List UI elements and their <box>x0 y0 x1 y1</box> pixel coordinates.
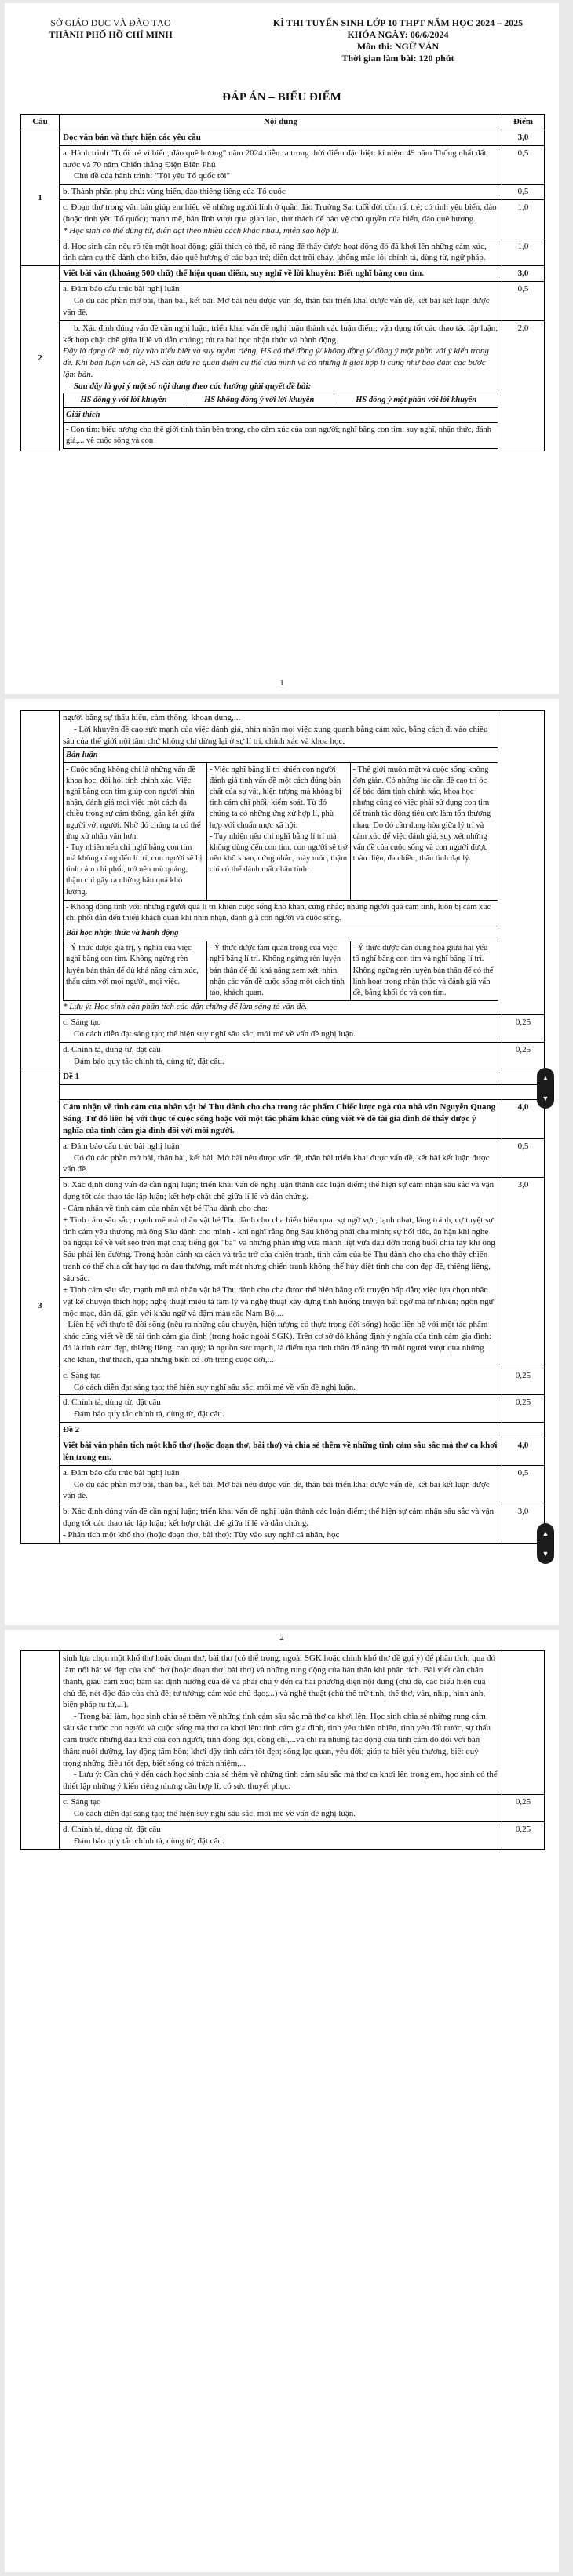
scroll-down-icon[interactable]: ▼ <box>542 1550 549 1558</box>
duration: Thời gian làm bài: 120 phút <box>341 53 454 64</box>
city: THÀNH PHỐ HỒ CHÍ MINH <box>49 29 173 40</box>
de-2-label: Đề 2 <box>60 1423 502 1438</box>
question-2-number: 2 <box>21 266 60 451</box>
question-1-number: 1 <box>21 130 60 265</box>
answer-table-cont-2: sinh lựa chọn một khổ thơ hoặc đoạn thơ, bài thơ (có thể trong, ngoài SGK hoặc chính khổ thơ đề gợi ý) để phân tích; qua đó làm nổi bật vẻ đẹp của khổ thơ (hoặc đoạn thơ, bài thơ) và những rung động của bản thân khi phân tích. Bài viết cần chân thành, giàu cảm xúc; bám sát định hướng của đề và phải chú ý đến cả hai phương diện nội dung (chủ đề, các biểu hiện của chủ đề, nét độc đáo của chủ đề; tư tưởng; cảm xúc chủ đạo;...) và nghệ thuật (chủ thể trữ tình, thể thơ, vần, nhịp, hình ảnh, biện pháp tu từ,...). - Trong bài làm, học sinh chia sẻ thêm về những tình cảm sâu sắc mà thơ ca khơi lên: Học sinh chia sẻ những rung cảm sâu sắc trước con người và cuộc sống mà thơ ca khơi lên: tình cảm gia đình, tình yêu thiên nhiên, tình yêu đất nước, sự thấu cảm trước những đau khổ của con người, tình đồng đội, đồng chí,...và chỉ ra những tác động của tình cảm đó đối với bản thân: nuôi dưỡng, lay động tâm hồn; khơi dậy tình cảm tốt đẹp; sống lạc quan, yêu đời; giúp ta biết yêu thương, biết quý trọng những điều tốt đẹp, biết sống có trách nhiệm,... - Lưu ý: Cần chú ý đến cách học sinh chia sẻ thêm về những tình cảm sâu sắc mà thơ ca khơi lên trong em, học sinh có thể thiết lập những ý kiến riêng nhưng cần hợp lí, có sức thuyết phục. c. Sáng tạo Có cách diễn đạt sáng tạo; thể hiện suy nghĩ sâu sắc, mới mẻ về vấn đề nghị luận. 0,25 d. Chính tả, dùng từ, đặt câu Đảm bảo quy tắc chính tả, dùng từ, đặt câu. 0,25 <box>20 1650 545 1850</box>
page-3 <box>5 1630 559 2572</box>
q1-a: a. Hành trình "Tuổi trẻ vì biển, đảo quê hương" năm 2024 diễn ra trong thời điểm đặc biệt: kỉ niệm 49 năm Thống nhất đất nước và 70 năm Chiến thắng Điện Biên Phủ Chủ đề của hành trình: "Tôi yêu Tổ quốc tôi" <box>60 145 502 185</box>
page-2 <box>5 699 559 1625</box>
q2-c: c. Sáng tạo Có cách diễn đạt sáng tạo; thể hiện suy nghĩ sâu sắc, mới mẻ về vấn đề nghị luận. <box>60 1014 502 1042</box>
col-cau: Câu <box>21 115 60 130</box>
de-1-label: Đề 1 <box>60 1069 502 1085</box>
header <box>5 3 559 64</box>
de-2-heading: Viết bài văn phân tích một khổ thơ (hoặc đoạn thơ, bài thơ) và chia sẻ thêm về những tình cảm sâu sắc mà thơ ca khơi lên trong em. <box>60 1438 502 1465</box>
q2-b: b. Xác định đúng vấn đề cần nghị luận; triển khai vấn đề nghị luận thành các luận điểm; vận dụng tốt các thao tác lập luận; kết hợp chặt chẽ giữa lí lẽ và dẫn chứng; rút ra bài học nhận thức và hành động. Đây là dạng đề mở, tùy vào hiểu biết và suy ngẫm riêng, HS có thể đồng ý/ không đồng ý/ đồng ý một phần với ý kiến trong đề. Khi bàn luận vấn đề, HS cần đưa ra quan điểm cụ thể của mình và có những lí giải hợp lí cũng như bảo đảm các bước lậm bàn. Sau đây là gợi ý một số nội dung theo các hướng giải quyết đề bài: HS đồng ý với lời khuyên HS không đồng ý với lời khuyên HS đồng ý một phần với lời khuyên Giải thích - Con tim: biểu tượng cho thế giới tình thần bên trong, cho cảm xúc của con người; nghĩ bằng con tim: suy nghĩ, nhận thức, đánh giá,... về cuộc sống và con <box>60 320 502 451</box>
page-number: 1 <box>279 678 284 688</box>
q2-a: a. Đảm bảo cấu trúc bài nghị luận Có đủ các phần mở bài, thân bài, kết bài. Mở bài nêu được vấn đề, thân bài triển khai được vấn đề, kết bài kết luận được vấn đề. <box>60 282 502 321</box>
de-1-heading: Cảm nhận về tình cảm của nhân vật bé Thu dành cho cha trong tác phẩm Chiếc lược ngà của nhà văn Nguyễn Quang Sáng. Từ đó liên hệ với thực tế cuộc sống hoặc với một tác phẩm khác cũng viết về đề tài gia đình để thấy được ý nghĩa của tình cảm gia đình đối với mỗi người. <box>60 1100 502 1139</box>
answer-table-cont: người bằng sự thấu hiểu, cảm thông, khoan dung,... - Lời khuyên đề cao sức mạnh của việc đánh giá, nhìn nhận mọi việc xung quanh bằng cảm xúc, bằng cách đi vào chiều sâu của thế giới nội tâm chứ không chỉ dừng lại ở sự lí trí, chính xác và khoa học. Bàn luận - Cuộc sống không chỉ là những vấn đề khoa học, đòi hỏi tính chính xác. Việc nghĩ bằng con tim giúp con người nhìn nhận, đánh giá mọi việc một cách đa chiều trong sự cảm thông, gắn kết giữa người với người. Nhờ đó chúng ta có thể ứng xử nhân văn hơn. - Tuy nhiên nếu chỉ nghĩ bằng con tim mà không dùng đến lí trí, con người sẽ bị tình cảm chi phối, trở nên mù quáng, thậm chí gây ra những hậu quả khó lường. - Việc nghĩ bằng lí trí khiến con người đánh giá tình vấn đề một cách đúng bản chất của sự vật, hiện tượng mà không bị tình cảm chi phối, kiểm soát. Từ đó chúng ta có những ứng xử hợp lí, phù hợp với chuẩn mực xã hội. - Tuy nhiên nếu chỉ nghĩ bằng lí trí mà không dùng đến con tim, con người sẽ trở nên khô khan, cứng nhắc, máy móc, thậm chí có thể đánh mất nhân tính. - Thế giới muôn mặt và cuộc sống không đơn giản. Có những lúc cần đề cao trí óc để bảo đảm tính chính xác, khoa học nhưng cũng có việc phải sử dụng con tim để tránh tác động tiêu cực làm tổn thương nhau. Do đó cần dung hòa giữa lý trí và cảm xúc để việc đánh giá, suy xét những vấn đề của cuộc sống và con người được toàn diện, đa chiều, thấu tình đạt lý. - Không đồng tình với: những người quá lí trí khiến cuộc sống khô khan, cứng nhắc; những người quá cảm tính, luôn bị cảm xúc chi phối dẫn đến thiếu khách quan khi nhìn nhận, đánh giá con người và cuộc sống. Bài học nhận thức và hành động - Ý thức được giá trị, ý nghĩa của việc nghĩ bằng con tim. Không ngừng rèn luyện bản thân để đủ khả năng cảm xúc, thấu cảm với mọi người, mọi việc. - Ý thức được tầm quan trọng của việc nghĩ bằng lí trí. Không ngừng rèn luyện bản thân để đủ khả năng xem xét, nhìn nhận các vấn đề cuộc sống một cách tinh táo, khách quan. - Ý thức được cần dung hòa giữa hai yếu tố nghĩ bằng con tim và nghĩ bằng lí trí. Không ngừng rèn luyện bản thân để có thể linh hoạt trong nhận thức và đánh giá vấn đề, bằng khối óc và con tim. * Lưu ý: Học sinh cần phân tích các dẫn chứng để làm sáng tỏ vấn đề. c. Sáng tạo Có cách diễn đạt sáng tạo; thể hiện suy nghĩ sâu sắc, mới mẻ về vấn đề nghị luận. 0,25 d. Chính tả, dùng từ, đặt câu Đảm bảo quy tắc chính tả, dùng từ, đặt câu. 0,25 3 Đề 1 Cảm nhận về tình cảm của nhân vật bé Thu dành cho cha trong tác phẩm Chiếc lược ngà của nhà văn Nguyễn Quang Sáng. Từ đó liên hệ với thực tế cuộc sống hoặc với một tác phẩm khác cũng viết về đề tài gia đình để thấy được ý nghĩa của tình cảm gia đình đối với mỗi người. 4,0 a. Đảm bảo cấu trúc bài nghị luận Có đủ các phần mở bài, thân bài, kết bài. Mở bài nêu được vấn đề, thân bài triển khai được vấn đề, kết bài kết luận được vấn đề. 0,5 b. Xác định đúng vấn đề cần nghị luận; triển khai vấn đề nghị luận thành các luận điểm; thể hiện sự cảm nhận sâu sắc và vận dụng tốt các thao tác lập luận; kết hợp chặt chẽ giữa lí lẽ và dẫn chứng. - Cảm nhận về tình cảm của nhân vật bé Thu dành cho cha: + Tình cảm sâu sắc, mạnh mẽ mà nhân vật bé Thu dành cho cha biểu hiện qua: sự ngờ vực, lạnh nhạt, lảng tránh, cự tuyệt sự tình cảm yêu thương mà ông Sáu dành cho mình - khi nghĩ rằng ông Sáu không phải cha mình; sự hối tiếc, ân hận khi nghe bà ngoại kể về vết sẹo trên mặt cha; tiếng gọi "ba" và những phản ứng vừa mãnh liệt vừa đau đớn trong buổi chia tay khi ông Sáu phải lên đường. Trong hoàn cảnh xa cách và trắc trở của chiến tranh, tình cảm của bé Thu dành cho cha cho thấy chiến tranh có thể chia cắt hay tạo ra đau thương, mất mát nhưng chiến tranh không thể hủy diệt tình cha con đẹp đẽ, thiêng liêng, sâu sắc. + Tình cảm sâu sắc, mạnh mẽ mà nhân vật bé Thu dành cho cha được thể hiện bằng cốt truyện hấp dẫn; việc lựa chọn nhân vật kể chuyện thích hợp; nghệ thuật miêu tả tâm lý và nghệ thuật xây dựng tình huống truyện bất ngờ mà tự nhiên; ngôn ngữ mộc mạc, dân dã, gần với khẩu ngữ và đậm màu sắc Nam Bộ;... - Liên hệ với thực tế đời sống (nêu ra những câu chuyện, hiện tượng có thực trong đời sống) hoặc liên hệ với một tác phẩm khác cũng viết về đề tài tình cảm gia đình (trong hoặc ngoài SGK). Trên cơ sở đó khẳng định ý nghĩa của tình cảm gia đình: đó là tình cảm đẹp, thiêng liêng, cao quý; là nguồn sức mạnh, là điểm tựa tinh thần để nâng đỡ mỗi người vượt qua những khó khăn, thử thách, qua những biến cố lớn trong cuộc đời,... 3,0 c. Sáng tạo Có cách diễn đạt sáng tạo; thể hiện suy nghĩ sâu sắc, mới mẻ về vấn đề nghị luận. 0,25 d. Chính tả, dùng từ, đặt câu Đảm bảo quy tắc chính tả, dùng từ, đặt câu. 0,25 Đề 2 Viết bài văn phân tích một khổ thơ (hoặc đoạn thơ, bài thơ) và chia sẻ thêm về những tình cảm sâu sắc mà thơ ca khơi lên trong em. 4,0 a. Đảm bảo cấu trúc bài nghị luận Có đủ các phần mở bài, thân bài, kết bài. Mở bài nêu được vấn đề, thân bài triển khai được vấn đề, kết bài kết luận được vấn đề. 0,5 b. Xác định đúng vấn đề cần nghị luận; triển khai vấn đề nghị luận thành các luận điểm; thể hiện sự cảm nhận sâu sắc và vận dụng tốt các thao tác lập luận; kết hợp chặt chẽ giữa lí lẽ và dẫn chứng. - Phân tích một khổ thơ (hoặc đoạn thơ, bài thơ): Tùy vào suy nghĩ cá nhân, học 3,0 <box>20 710 545 1544</box>
header-right <box>268 17 527 64</box>
scroll-controls[interactable] <box>537 1068 554 1109</box>
q1-d: d. Học sinh cần nêu rõ tên một hoạt động; giải thích có thể, rõ ràng để thấy được hoạt động đó đã khơi lên những cảm xúc, tình cảm cụ thể dành cho biển, đảo quê hương ở các bạn trẻ; diễn đạt trôi chảy, không mắc lỗi chính tả, dùng từ, ngữ pháp. <box>60 239 502 266</box>
header-left <box>28 17 193 64</box>
scroll-up-icon[interactable]: ▲ <box>542 1074 549 1082</box>
question-3-number: 3 <box>21 1069 60 1543</box>
q1-b: b. Thành phần phụ chú: vùng biển, đảo thiêng liêng của Tổ quốc <box>60 185 502 200</box>
subject: Môn thi: NGỮ VĂN <box>356 41 440 52</box>
page-number: 2 <box>279 1633 284 1642</box>
page-1 <box>5 3 559 694</box>
department: SỞ GIÁO DỤC VÀ ĐÀO TẠO <box>50 17 171 28</box>
exam-date: KHÓA NGÀY: 06/6/2024 <box>347 29 449 40</box>
q2-d: d. Chính tả, dùng từ, đặt câu Đảm bảo quy tắc chính tả, dùng từ, đặt câu. <box>60 1042 502 1069</box>
scroll-up-icon[interactable]: ▲ <box>542 1529 549 1537</box>
q1-points: 3,0 <box>502 130 545 145</box>
approach-table: HS đồng ý với lời khuyên HS không đồng ý với lời khuyên HS đồng ý một phần với lời khuyên Giải thích - Con tim: biểu tượng cho thế giới tình thần bên trong, cho cảm xúc của con người; nghĩ bằng con tim: suy nghĩ, nhận thức, đánh giá,... về cuộc sống và con <box>63 393 498 450</box>
exam-title: KÌ THI TUYỂN SINH LỚP 10 THPT NĂM HỌC 2024 – 2025 <box>272 17 524 28</box>
q1-heading: Đọc văn bản và thực hiện các yêu cầu <box>60 130 502 145</box>
scroll-controls-2[interactable] <box>537 1523 554 1564</box>
scroll-down-icon[interactable]: ▼ <box>542 1094 549 1102</box>
answer-table: Câu Nội dung Điểm 1 Đọc văn bản và thực hiện các yêu cầu 3,0 a. Hành trình "Tuổi trẻ vì biển, đảo quê hương" năm 2024 diễn ra trong thời điểm đặc biệt: kỉ niệm 49 năm Thống nhất đất nước và 70 năm Chiến thắng Điện Biên Phủ Chủ đề của hành trình: "Tôi yêu Tổ quốc tôi" 0,5 b. Thành phần phụ chú: vùng biển, đảo thiêng liêng của Tổ quốc 0,5 c. Đoạn thơ trong văn bản giúp em hiểu về những người lính ở quần đảo Trường Sa: tuổi đời còn rất trẻ; có tình yêu biển, đảo (hoặc tình yêu Tổ quốc); mạnh mẽ, bản lĩnh vượt qua gian lao, thử thách để bảo vệ chủ quyền của biển, đảo quê hương. * Học sinh có thể dùng từ, diễn đạt theo nhiều cách khác nhau, miễn sao hợp lí. 1,0 d. Học sinh cần nêu rõ tên một hoạt động; giải thích có thể, rõ ràng để thấy được hoạt động đó đã khơi lên những cảm xúc, tình cảm cụ thể dành cho biển, đảo quê hương ở các bạn trẻ; diễn đạt trôi chảy, không mắc lỗi chính tả, dùng từ, ngữ pháp. 1,0 2 Viết bài văn (khoảng 500 chữ) thể hiện quan điểm, suy nghĩ về lời khuyên: Biết nghĩ bằng con tim. 3,0 a. Đảm bảo cấu trúc bài nghị luận Có đủ các phần mở bài, thân bài, kết bài. Mở bài nêu được vấn đề, thân bài triển khai được vấn đề, kết bài kết luận được vấn đề. 0,5 b. Xác định đúng vấn đề cần nghị luận; triển khai vấn đề nghị luận thành các luận điểm; vận dụng tốt các thao tác lập luận; kết hợp chặt chẽ giữa lí lẽ và dẫn chứng; rút ra bài học nhận thức và hành động. Đây là dạng đề mở, tùy vào hiểu biết và suy ngẫm riêng, HS có thể đồng ý/ không đồng ý/ đồng ý một phần với ý kiến trong đề. Khi bàn luận vấn đề, HS cần đưa ra quan điểm cụ thể của mình và có những lí giải hợp lí cũng như bảo đảm các bước lậm bàn. Sau đây là gợi ý một số nội dung theo các hướng giải quyết đề bài: HS đồng ý với lời khuyên HS không đồng ý với lời khuyên HS đồng ý một phần với lời khuyên Giải thích - Con tim: biểu tượng cho thế giới tình thần bên trong, cho cảm xúc của con người; nghĩ bằng con tim: suy nghĩ, nhận thức, đánh giá,... về cuộc sống và con 2,0 <box>20 114 545 451</box>
discussion-table: Bàn luận - Cuộc sống không chỉ là những vấn đề khoa học, đòi hỏi tính chính xác. Việc nghĩ bằng con tim giúp con người nhìn nhận, đánh giá mọi việc một cách đa chiều trong sự cảm thông, gắn kết giữa người với người. Nhờ đó chúng ta có thể ứng xử nhân văn hơn. - Tuy nhiên nếu chỉ nghĩ bằng con tim mà không dùng đến lí trí, con người sẽ bị tình cảm chi phối, trở nên mù quáng, thậm chí gây ra những hậu quả khó lường. - Việc nghĩ bằng lí trí khiến con người đánh giá tình vấn đề một cách đúng bản chất của sự vật, hiện tượng mà không bị tình cảm chi phối, kiểm soát. Từ đó chúng ta có những ứng xử hợp lí, phù hợp với chuẩn mực xã hội. - Tuy nhiên nếu chỉ nghĩ bằng lí trí mà không dùng đến con tim, con người sẽ trở nên khô khan, cứng nhắc, máy móc, thậm chí có thể đánh mất nhân tính. - Thế giới muôn mặt và cuộc sống không đơn giản. Có những lúc cần đề cao trí óc để bảo đảm tính chính xác, khoa học nhưng cũng có việc phải sử dụng con tim để tránh tác động tiêu cực làm tổn thương nhau. Do đó cần dung hòa giữa lý trí và cảm xúc để việc đánh giá, suy xét những vấn đề của cuộc sống và con người được toàn diện, đa chiều, thấu tình đạt lý. - Không đồng tình với: những người quá lí trí khiến cuộc sống khô khan, cứng nhắc; những người quá cảm tính, luôn bị cảm xúc chi phối dẫn đến thiếu khách quan khi nhìn nhận, đánh giá con người và cuộc sống. Bài học nhận thức và hành động - Ý thức được giá trị, ý nghĩa của việc nghĩ bằng con tim. Không ngừng rèn luyện bản thân để đủ khả năng cảm xúc, thấu cảm với mọi người, mọi việc. - Ý thức được tầm quan trọng của việc nghĩ bằng lí trí. Không ngừng rèn luyện bản thân để đủ khả năng xem xét, nhìn nhận các vấn đề cuộc sống một cách tinh táo, khách quan. - Ý thức được cần dung hòa giữa hai yếu tố nghĩ bằng con tim và nghĩ bằng lí trí. Không ngừng rèn luyện bản thân để có thể linh hoạt trong nhận thức và đánh giá vấn đề, bằng khối óc và con tim. <box>63 747 498 1002</box>
page-title: ĐÁP ÁN – BIỂU ĐIỂM <box>222 91 341 104</box>
col-content: Nội dung <box>60 115 502 130</box>
col-points: Điểm <box>502 115 545 130</box>
q1-c: c. Đoạn thơ trong văn bản giúp em hiểu về những người lính ở quần đảo Trường Sa: tuổi đời còn rất trẻ; có tình yêu biển, đảo (hoặc tình yêu Tổ quốc); mạnh mẽ, bản lĩnh vượt qua gian lao, thử thách để bảo vệ chủ quyền của biển, đảo quê hương. * Học sinh có thể dùng từ, diễn đạt theo nhiều cách khác nhau, miễn sao hợp lí. <box>60 200 502 239</box>
q2-heading: Viết bài văn (khoảng 500 chữ) thể hiện quan điểm, suy nghĩ về lời khuyên: Biết nghĩ bằng con tim. <box>60 266 502 282</box>
